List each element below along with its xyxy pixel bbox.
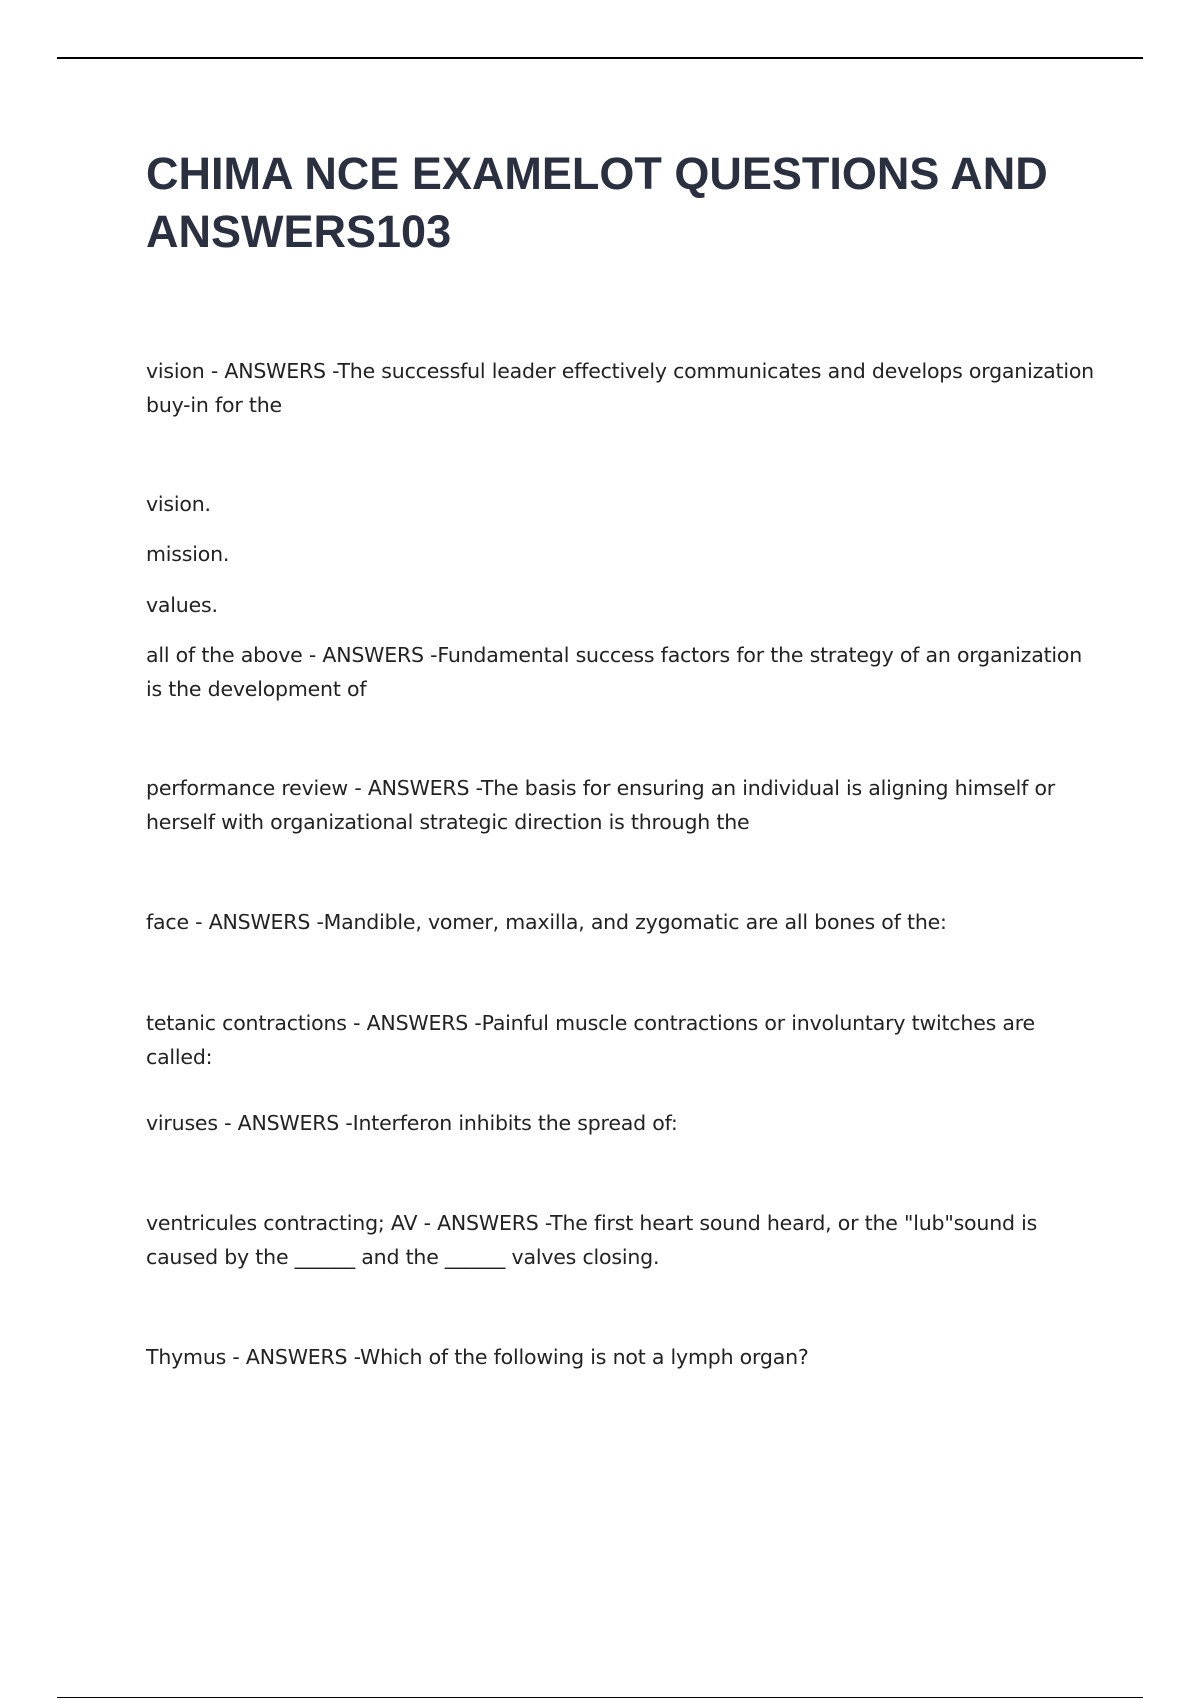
option-vision: vision.: [146, 492, 211, 516]
qa-item-4: face - ANSWERS -Mandible, vomer, maxilla, and zygomatic are all bones of the:: [146, 910, 947, 934]
top-divider: [57, 57, 1143, 59]
option-mission: mission.: [146, 542, 230, 566]
qa-item-8: Thymus - ANSWERS -Which of the following is not a lymph organ?: [146, 1345, 809, 1369]
option-values: values.: [146, 593, 218, 617]
qa-item-6: viruses - ANSWERS -Interferon inhibits the spread of:: [146, 1111, 678, 1135]
qa-item-1: vision - ANSWERS -The successful leader effectively communicates and develops organization buy-in for the: [146, 359, 1094, 417]
qa-item-2: all of the above - ANSWERS -Fundamental success factors for the strategy of an organization is the development of: [146, 643, 1083, 701]
qa-item-3: performance review - ANSWERS -The basis for ensuring an individual is aligning himself or herself with organizational strategic direction is through the: [146, 776, 1056, 834]
bottom-divider: [57, 1697, 1143, 1698]
qa-item-5: tetanic contractions - ANSWERS -Painful muscle contractions or involuntary twitches are called:: [146, 1011, 1035, 1069]
document-title: CHIMA NCE EXAMELOT QUESTIONS AND ANSWERS103: [146, 148, 1048, 257]
qa-item-7: ventricules contracting; AV - ANSWERS -The first heart sound heard, or the "lub"sound is caused by the ______ and the ______ valves closing.: [146, 1211, 1038, 1269]
